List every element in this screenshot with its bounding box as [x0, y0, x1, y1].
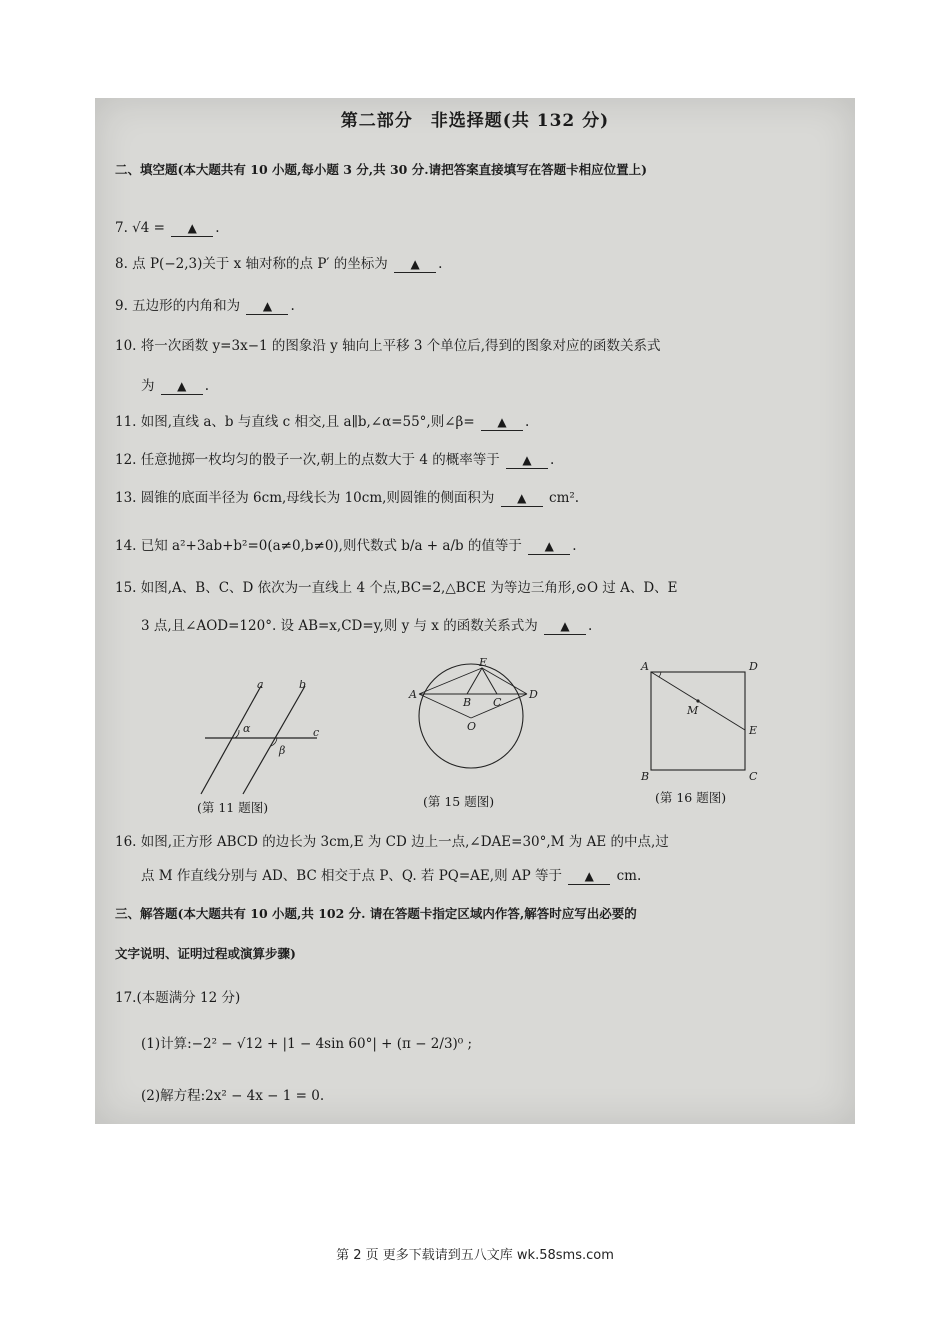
q15-answer-blank: [544, 618, 586, 635]
question-10-line2: 为 ▲ .: [141, 378, 210, 394]
figure-11-caption: (第 11 题图): [197, 800, 269, 815]
section2-header: 二、填空题(本大题共有 10 小题,每小题 3 分,共 30 分.请把答案直接填写在答题卡相应位置上): [115, 162, 647, 177]
q13-text: 13. 圆锥的底面半径为 6cm,母线长为 10cm,则圆锥的侧面积为: [115, 490, 495, 506]
q13-answer-blank: [501, 490, 543, 507]
question-7: 7. √4 = ▲ .: [115, 220, 220, 236]
triangle-mark-icon: ▲: [544, 539, 554, 553]
q9-answer-blank: [246, 298, 288, 315]
q15-text-b: 3 点,且∠AOD=120°. 设 AB=x,CD=y,则 y 与 x 的函数关系式为: [141, 618, 538, 634]
q16-text-b: 点 M 作直线分别与 AD、BC 相交于点 P、Q. 若 PQ=AE,则 AP 等于: [141, 868, 562, 884]
label-B: B: [641, 770, 650, 783]
segment-ae: [419, 668, 482, 694]
q16-answer-blank: [568, 868, 610, 885]
label-a: a: [257, 680, 264, 691]
section3-header-line2: 文字说明、证明过程或演算步骤): [115, 946, 296, 961]
label-O: O: [467, 720, 477, 733]
label-C: C: [749, 770, 758, 783]
question-9: 9. 五边形的内角和为 ▲ .: [115, 298, 295, 314]
segment-de: [482, 668, 527, 694]
q10-text-b: 为: [141, 378, 155, 394]
angle-dae-arc: [659, 672, 661, 677]
triangle-mark-icon: ▲: [497, 415, 507, 429]
circle-o: [419, 664, 523, 768]
q13-unit: cm².: [549, 490, 580, 506]
question-12: 12. 任意抛掷一枚均匀的骰子一次,朝上的点数大于 4 的概率等于 ▲ .: [115, 452, 555, 468]
label-A: A: [641, 660, 649, 673]
triangle-mark-icon: ▲: [177, 379, 187, 393]
question-17-heading: 17.(本题满分 12 分): [115, 990, 241, 1006]
q12-text: 12. 任意抛掷一枚均匀的骰子一次,朝上的点数大于 4 的概率等于: [115, 452, 500, 468]
question-15-line1: 15. 如图,A、B、C、D 依次为一直线上 4 个点,BC=2,△BCE 为等边三角形,⊙O 过 A、D、E: [115, 580, 678, 596]
label-D: D: [749, 660, 758, 673]
question-17-part2: (2)解方程:2x² − 4x − 1 = 0.: [141, 1088, 325, 1104]
figure-11: [195, 680, 325, 800]
q8-answer-blank: [394, 256, 436, 273]
q16-unit: cm.: [616, 868, 642, 884]
figure-16: [635, 654, 765, 790]
label-alpha: α: [243, 722, 251, 735]
q7-text: 7. √4 =: [115, 220, 165, 236]
q12-answer-blank: [506, 452, 548, 469]
question-8: 8. 点 P(−2,3)关于 x 轴对称的点 P′ 的坐标为 ▲ .: [115, 256, 443, 272]
label-beta: β: [279, 744, 286, 757]
label-D: D: [529, 688, 538, 701]
label-c: c: [313, 726, 320, 739]
q10-answer-blank: [161, 378, 203, 395]
question-14: 14. 已知 a²+3ab+b²=0(a≠0,b≠0),则代数式 b/a + a/b 的值等于 ▲ .: [115, 538, 577, 554]
q14-answer-blank: [528, 538, 570, 555]
q14-text: 14. 已知 a²+3ab+b²=0(a≠0,b≠0),则代数式 b/a + a/b 的值等于: [115, 538, 522, 554]
triangle-mark-icon: ▲: [584, 869, 594, 883]
figure-15: [405, 658, 545, 788]
q11-answer-blank: [481, 414, 523, 431]
label-C: C: [493, 696, 502, 709]
scanned-exam-photo: [95, 98, 855, 1124]
part-title: 第二部分 非选择题(共 132 分): [340, 111, 610, 131]
q9-text: 9. 五边形的内角和为: [115, 298, 241, 314]
q11-text: 11. 如图,直线 a、b 与直线 c 相交,且 a∥b,∠α=55°,则∠β=: [115, 414, 475, 430]
label-b: b: [299, 680, 307, 691]
label-B: B: [463, 696, 472, 709]
q7-answer-blank: [171, 220, 213, 237]
triangle-mark-icon: ▲: [262, 299, 273, 313]
question-16-line1: 16. 如图,正方形 ABCD 的边长为 3cm,E 为 CD 边上一点,∠DAE=30°,M 为 AE 的中点,过: [115, 834, 669, 850]
question-10-line1: 10. 将一次函数 y=3x−1 的图象沿 y 轴向上平移 3 个单位后,得到的图象对应的函数关系式: [115, 338, 661, 354]
triangle-mark-icon: ▲: [517, 491, 527, 505]
question-13: [115, 486, 579, 507]
point-m: [696, 699, 699, 702]
question-11: 11. 如图,直线 a、b 与直线 c 相交,且 a∥b,∠α=55°,则∠β= ▲ .: [115, 414, 530, 430]
question-17-part1: (1)计算:−2² − √12 + |1 − 4sin 60°| + (π − 2/3)⁰ ;: [141, 1036, 473, 1052]
figure-15-caption: (第 15 题图): [423, 794, 495, 809]
triangle-mark-icon: ▲: [560, 619, 570, 633]
label-E: E: [479, 658, 488, 669]
triangle-mark-icon: ▲: [410, 257, 420, 271]
q8-text: 8. 点 P(−2,3)关于 x 轴对称的点 P′ 的坐标为: [115, 256, 388, 272]
label-E: E: [749, 724, 758, 737]
triangle-mark-icon: ▲: [187, 221, 197, 235]
label-M: M: [687, 704, 699, 717]
section3-header-line1: 三、解答题(本大题共有 10 小题,共 102 分. 请在答题卡指定区域内作答,解答时应写出必要的: [115, 906, 637, 921]
figure-16-caption: (第 16 题图): [655, 790, 727, 805]
triangle-mark-icon: ▲: [522, 453, 532, 467]
label-A: A: [409, 688, 417, 701]
question-16-line2: [141, 864, 641, 885]
page-footer: 第 2 页 更多下载请到五八文库 wk.58sms.com: [336, 1248, 614, 1263]
question-15-line2: 3 点,且∠AOD=120°. 设 AB=x,CD=y,则 y 与 x 的函数关系式为 ▲ .: [141, 618, 593, 634]
